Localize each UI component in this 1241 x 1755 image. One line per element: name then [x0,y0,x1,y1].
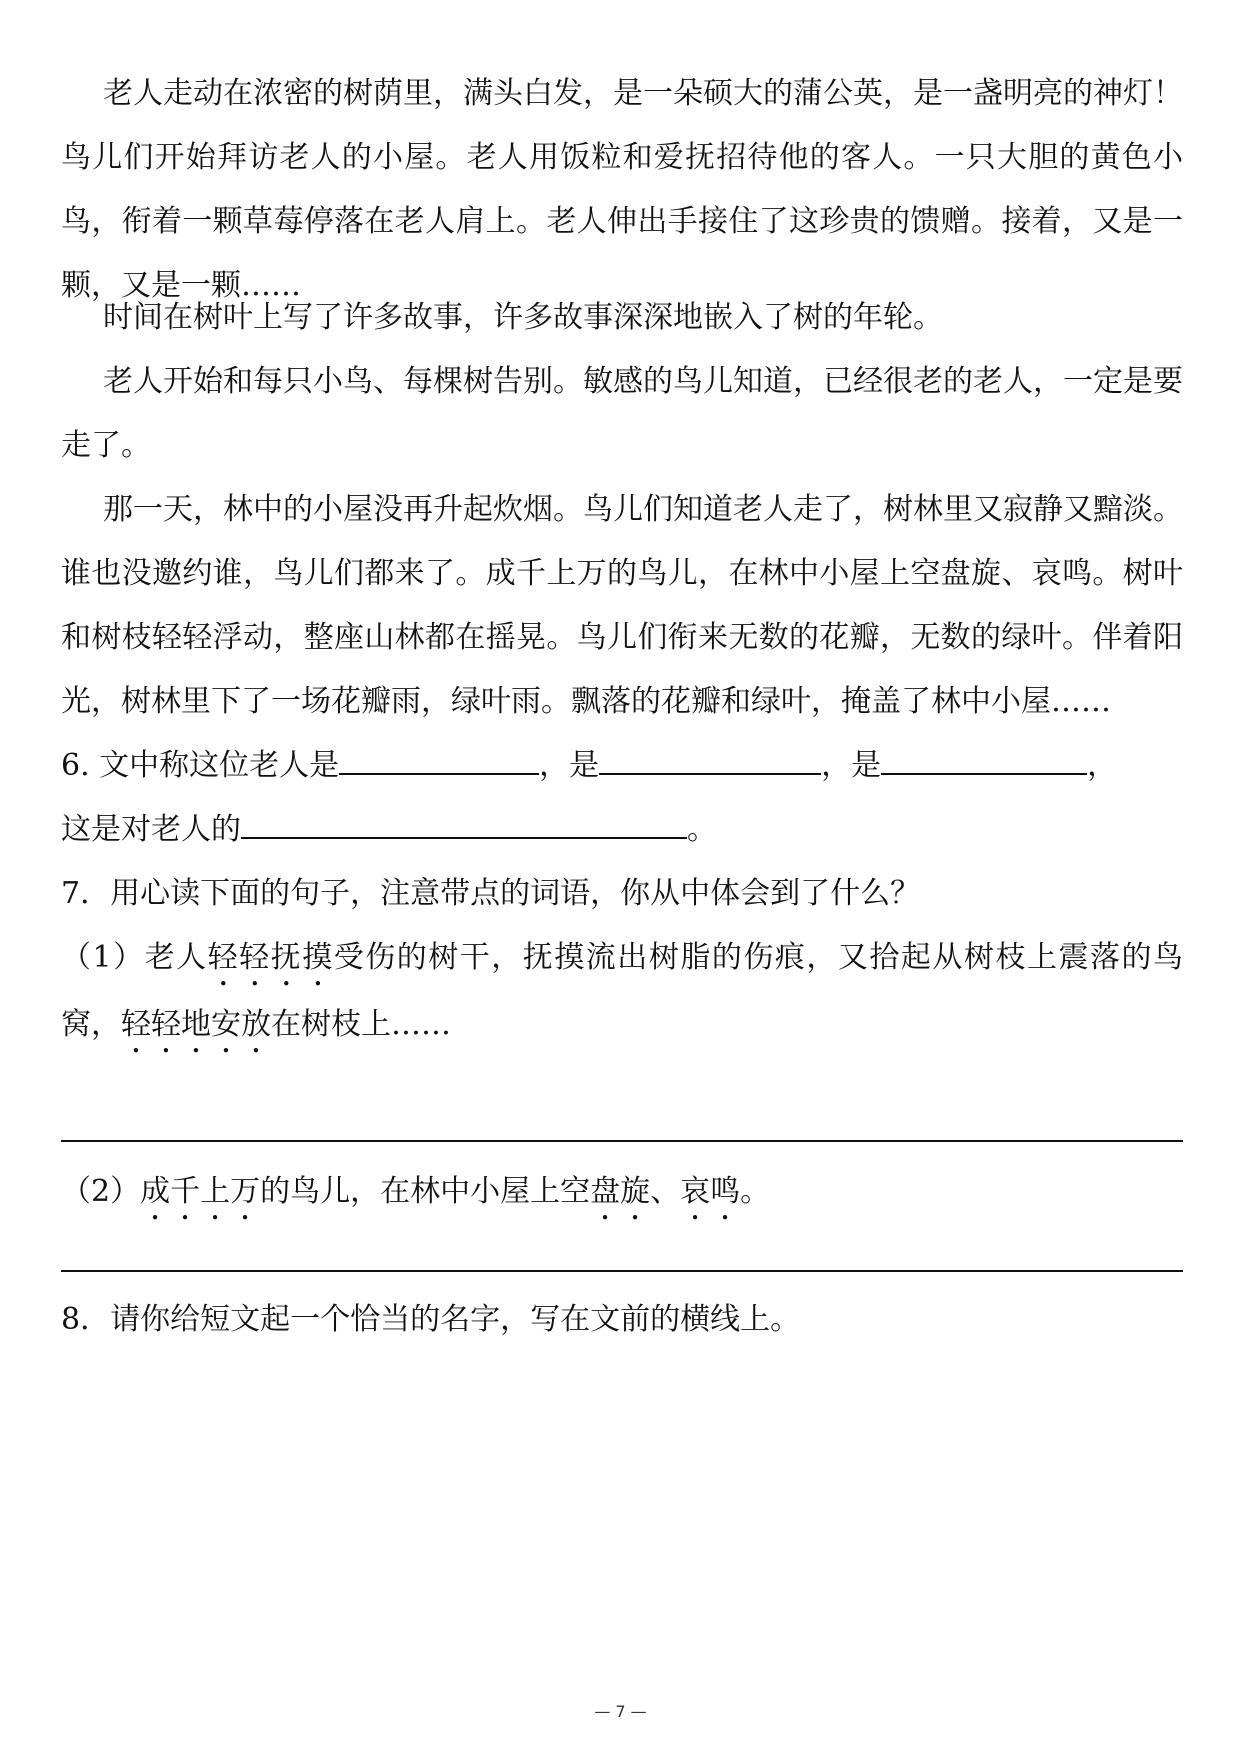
sentence-2-text-c: 、 [650,1174,681,1209]
passage-paragraph-3: 老人开始和每只小鸟、每棵树告别。敏感的鸟儿知道，已经很老的老人，一定是要走了。 [61,364,1183,463]
question-6-text-b: ，是 [539,748,600,783]
passage-paragraph-2: 时间在树叶上写了许多故事，许多故事深深地嵌入了树的年轮。 [103,300,943,335]
question-6 [61,734,1183,862]
sentence-2-text-a: （2） [61,1174,141,1209]
question-6-text-a: 6. 文中称这位老人是 [61,748,340,783]
passage-paragraph-1: 老人走动在浓密的树荫里，满头白发，是一朵硕大的蒲公英，是一盏明亮的神灯！鸟儿们开始拜访老人的小屋。老人用饭粒和爱抚招待他的客人。一只大胆的黄色小鸟，衔着一颗草莓停落在老人肩上。老人伸出手接住了这珍贵的馈赠。接着，又是一颗，又是一颗…… [61,76,1183,303]
sentence-1-text-c: 在树枝上…… [271,1007,451,1042]
dotted-word-aiming: 哀鸣 [680,1174,741,1209]
page-number: — 7 — [594,1702,647,1721]
question-6-text-f: 。 [687,812,717,847]
question-6-text-c: ，是 [821,748,882,783]
dotted-word-chengqian-shangwan: 成千上万 [140,1174,261,1209]
question-6-text-d: ， [1087,748,1118,783]
answer-blank-4[interactable] [241,809,687,839]
answer-blank-2[interactable] [599,745,821,775]
sentence-1-text-a: （1）老人 [61,940,208,975]
answer-blank-3[interactable] [881,745,1087,775]
answer-line-7-2[interactable] [61,1270,1183,1272]
question-8-prompt: 8．请你给短文起一个恰当的名字，写在文前的横线上。 [61,1302,801,1337]
question-7-sentence-1 [61,926,1183,1060]
sentence-2-text-d: 。 [740,1174,771,1209]
answer-blank-1[interactable] [339,745,539,775]
dotted-word-qingqing-fumo: 轻轻抚摸 [207,940,334,975]
dotted-word-panxuan: 盘旋 [590,1174,651,1209]
passage-paragraph-4: 那一天，林中的小屋没再升起炊烟。鸟儿们知道老人走了，树林里又寂静又黯淡。谁也没邀约谁，鸟儿们都来了。成千上万的鸟儿，在林中小屋上空盘旋、哀鸣。树叶和树枝轻轻浮动，整座山林都在摇晃。鸟儿们衔来无数的花瓣，无数的绿叶。伴着阳光，树林里下了一场花瓣雨，绿叶雨。飘落的花瓣和绿叶，掩盖了林中小屋…… [61,492,1183,719]
sentence-2-text-b: 的鸟儿，在林中小屋上空 [260,1174,591,1209]
dotted-word-qingqingdi-anfang: 轻轻地安放 [121,1007,271,1042]
question-7-sentence-2 [61,1160,1183,1227]
answer-line-7-1[interactable] [61,1140,1183,1142]
question-7-prompt: 7．用心读下面的句子，注意带点的词语，你从中体会到了什么？ [61,876,921,911]
question-6-text-e: 这是对老人的 [61,812,241,847]
sentence-1-text-b: 受伤的树干，抚摸流出树脂的伤痕，又拾起从树枝上震落的鸟窝， [61,940,1184,1042]
